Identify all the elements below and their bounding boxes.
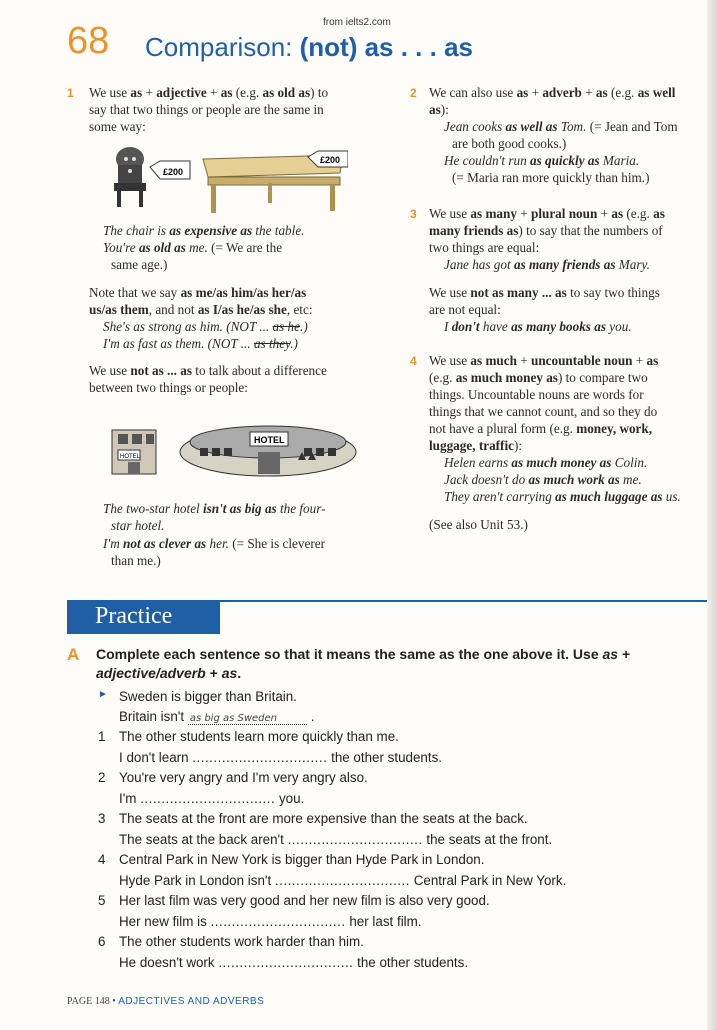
example-b-post: . — [310, 709, 315, 724]
s4-line-5: not have a plural form (e.g. money, work, — [429, 421, 653, 436]
item-6-pre: He doesn't work — [119, 955, 215, 970]
section-number-4: 4 — [410, 354, 417, 368]
s4-line-1: We use as much + uncountable noun + as — [429, 353, 659, 368]
item-5-post: her last film. — [349, 914, 422, 929]
ex3-strike: as he — [272, 319, 301, 334]
exercise-instruction — [96, 645, 686, 683]
item-2-answer-field[interactable]: ................................ — [140, 791, 276, 806]
item-4-post: Central Park in New York. — [413, 873, 567, 888]
section-number-3: 3 — [410, 207, 417, 221]
footer-bullet: • — [112, 996, 116, 1007]
item-4-gap-line — [119, 873, 566, 888]
item-1-pre: I don't learn — [119, 750, 189, 765]
unit-title-bold: (not) as . . . as — [299, 32, 473, 62]
s1-note-2: us/as them, and not as I/as he/as she, etc: — [89, 302, 313, 317]
example-b-pre: Britain isn't — [119, 709, 185, 724]
example-sentence-a: Sweden is bigger than Britain. — [119, 689, 297, 704]
s4-line-6: luggage, traffic): — [429, 438, 523, 453]
big-hotel-icon — [180, 426, 356, 476]
hotel-sign-2: HOTEL — [254, 435, 285, 445]
s4-example-3: They aren't carrying as much luggage as us. — [444, 489, 681, 504]
item-3-number: 3 — [98, 811, 106, 826]
ex4-strike: as they — [253, 336, 291, 351]
s1-note-1: Note that we say as me/as him/as her/as — [89, 285, 307, 300]
price-label-2: £200 — [320, 155, 341, 165]
ex4-text: I'm as fast as them. (NOT ... — [103, 336, 254, 351]
s3-line-4: We use not as many ... as to say two things — [429, 285, 660, 300]
page-footer — [67, 996, 264, 1007]
ex3-end: .) — [300, 319, 308, 334]
s4-line-2: (e.g. as much money as) to compare two — [429, 370, 648, 385]
item-4-sentence: Central Park in New York is bigger than Hyde Park in London. — [119, 852, 485, 867]
example-answer: as big as Sweden — [188, 713, 307, 725]
s3-line-1: We use as many + plural noun + as (e.g. as — [429, 206, 665, 221]
item-5-pre: Her new film is — [119, 914, 207, 929]
item-3-gap-line — [119, 832, 552, 847]
s4-example-1: Helen earns as much money as Colin. — [444, 455, 648, 470]
item-4-number: 4 — [98, 852, 106, 867]
section-number-2: 2 — [410, 86, 417, 100]
s4-see-also: (See also Unit 53.) — [429, 517, 528, 532]
hotel-sign-1: HOTEL — [120, 454, 141, 460]
s1-example-3 — [103, 318, 308, 335]
s2-example-2b: (= Maria ran more quickly than him.) — [452, 170, 650, 185]
small-hotel-icon — [112, 430, 156, 474]
s1-example-1: The chair is as expensive as the table. — [103, 223, 305, 238]
example-sentence-b — [119, 709, 314, 724]
item-1-gap-line — [119, 750, 442, 765]
item-2-sentence: You're very angry and I'm very angry also. — [119, 770, 368, 785]
s3-line-3: two things are equal: — [429, 240, 540, 255]
item-6-answer-field[interactable]: ................................ — [218, 955, 354, 970]
price-label-1: £200 — [163, 167, 184, 177]
item-3-sentence: The seats at the front are more expensive than the seats at the back. — [119, 811, 528, 826]
page-edge-shadow — [707, 0, 717, 1030]
s1-not-2: between two things or people: — [89, 380, 248, 395]
item-3-pre: The seats at the back aren't — [119, 832, 284, 847]
item-2-gap-line — [119, 791, 304, 806]
unit-title-text: Comparison: — [145, 32, 300, 62]
ex4-end: .) — [290, 336, 298, 351]
source-label: from ielts2.com — [323, 17, 391, 28]
s2-example-1: Jean cooks as well as Tom. (= Jean and Tom — [444, 119, 678, 134]
item-5-answer-field[interactable]: ................................ — [210, 914, 346, 929]
item-2-pre: I'm — [119, 791, 137, 806]
s2-line-1: We can also use as + adverb + as (e.g. as well — [429, 85, 676, 100]
item-1-sentence: The other students learn more quickly than me. — [119, 729, 399, 744]
item-1-post: the other students. — [331, 750, 443, 765]
ex3-text: She's as strong as him. (NOT ... — [103, 319, 273, 334]
s2-line-2: as): — [429, 102, 449, 117]
s1-example-6b: than me.) — [111, 553, 161, 568]
item-3-post: the seats at the front. — [426, 832, 553, 847]
item-1-answer-field[interactable]: ................................ — [192, 750, 328, 765]
unit-number: 68 — [67, 20, 110, 62]
item-5-number: 5 — [98, 893, 106, 908]
s4-line-3: things. Uncountable nouns are words for — [429, 387, 644, 402]
s1-example-5b: star hotel. — [111, 518, 165, 533]
example-marker: ► — [98, 689, 108, 700]
s1-not-1: We use not as ... as to talk about a difference — [89, 363, 327, 378]
item-5-gap-line — [119, 914, 422, 929]
instruction-line-2: adjective/adverb + as. — [96, 665, 242, 681]
s1-line-2: say that two things or people are the same in — [89, 102, 324, 117]
s1-example-4 — [103, 335, 298, 352]
s2-example-1b: are both good cooks.) — [452, 136, 567, 151]
chair-icon — [114, 147, 146, 207]
s1-example-6: I'm not as clever as her. (= She is cleverer — [103, 536, 325, 551]
hotels-illustration — [108, 412, 358, 484]
item-4-pre: Hyde Park in London isn't — [119, 873, 272, 888]
s3-line-2: many friends as) to say that the numbers of — [429, 223, 663, 238]
item-6-sentence: The other students work harder than him. — [119, 934, 364, 949]
s1-example-5: The two-star hotel isn't as big as the four- — [103, 501, 326, 516]
item-4-answer-field[interactable]: ................................ — [274, 873, 410, 888]
item-1-number: 1 — [98, 729, 106, 744]
item-6-gap-line — [119, 955, 468, 970]
section-number-1: 1 — [67, 86, 74, 100]
s4-example-2: Jack doesn't do as much work as me. — [444, 472, 642, 487]
s3-example-2: I don't have as many books as you. — [444, 319, 632, 334]
item-6-post: the other students. — [357, 955, 469, 970]
practice-heading: Practice — [67, 600, 220, 634]
item-2-post: you. — [278, 791, 305, 806]
item-3-answer-field[interactable]: ................................ — [287, 832, 423, 847]
footer-page: PAGE 148 — [67, 996, 110, 1007]
unit-title — [145, 32, 473, 63]
exercise-letter: A — [67, 645, 80, 664]
s3-example-1: Jane has got as many friends as Mary. — [444, 257, 650, 272]
s3-line-5: are not equal: — [429, 302, 501, 317]
s2-example-2: He couldn't run as quickly as Maria. — [444, 153, 640, 168]
item-2-number: 2 — [98, 770, 106, 785]
s1-line-1: We use as + adjective + as (e.g. as old as) to — [89, 85, 329, 100]
s1-example-2: You're as old as me. (= We are the — [103, 240, 283, 255]
item-5-sentence: Her last film was very good and her new film is also very good. — [119, 893, 490, 908]
chair-table-illustration — [108, 145, 348, 217]
footer-section: ADJECTIVES AND ADVERBS — [118, 996, 265, 1007]
s4-line-4: things that we cannot count, and so they do — [429, 404, 658, 419]
item-6-number: 6 — [98, 934, 106, 949]
instruction-line-1: Complete each sentence so that it means the same as the one above it. Use as + — [96, 646, 631, 662]
s1-line-3: some way: — [89, 119, 146, 134]
s1-example-2b: same age.) — [111, 257, 168, 272]
